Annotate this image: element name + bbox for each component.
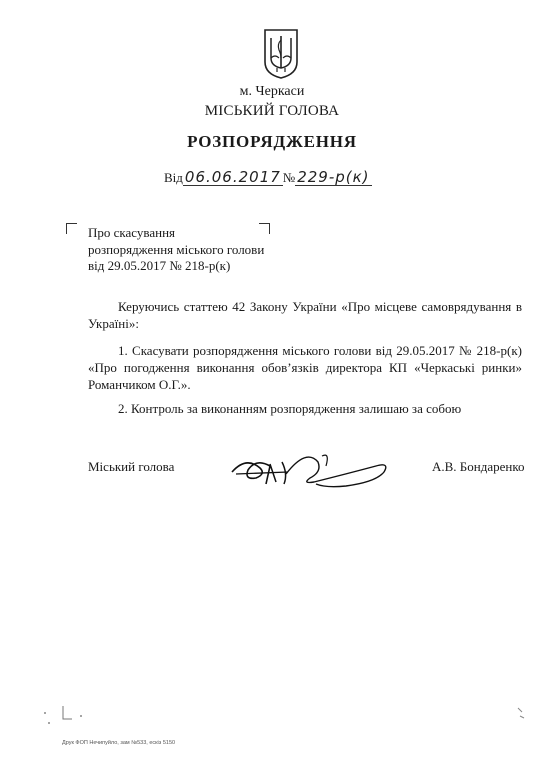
signatory-role: Міський голова (88, 459, 175, 474)
city-name: м. Черкаси (239, 84, 305, 99)
page-mark-left (60, 705, 74, 721)
date-from-label: Від (164, 170, 183, 185)
handwritten-date: 06.06.2017 (184, 168, 281, 186)
printer-mark: Друк ФОП Нечипуйло, зам №533, ескіз 5150 (62, 740, 176, 746)
subject-line: розпорядження міського голови (88, 241, 265, 257)
handwritten-signature (226, 444, 396, 494)
page-mark-right (516, 706, 526, 720)
trident-coat-of-arms-icon (262, 28, 300, 80)
order-item-1: 1. Скасувати розпорядження міського голови від 29.05.2017 № 218-р(к) «Про погодження виконання обов’язків директора КП «Черкаські ринки» Романчиком О.Г.». (88, 343, 522, 392)
scan-speck (48, 722, 50, 724)
date-number-line (164, 170, 372, 186)
scan-speck (44, 712, 46, 714)
signatory-name: А.В. Бондаренко (432, 459, 525, 474)
subject-corner-left (66, 223, 77, 234)
number-label: № (282, 170, 296, 185)
handwritten-number: 229-р(к) (297, 168, 370, 186)
scan-speck (80, 715, 82, 717)
document-type-title: РОЗПОРЯДЖЕННЯ (187, 132, 357, 151)
office-title: МІСЬКИЙ ГОЛОВА (204, 103, 340, 119)
order-item-2: 2. Контроль за виконанням розпорядження залишаю за собою (118, 401, 462, 416)
intro-paragraph: Керуючись статтею 42 Закону України «Про місцеве самоврядування в Україні»: (88, 299, 522, 331)
subject-line: від 29.05.2017 № 218-р(к) (88, 258, 231, 273)
subject-line: Про скасування (88, 225, 176, 240)
subject-block (88, 225, 264, 275)
